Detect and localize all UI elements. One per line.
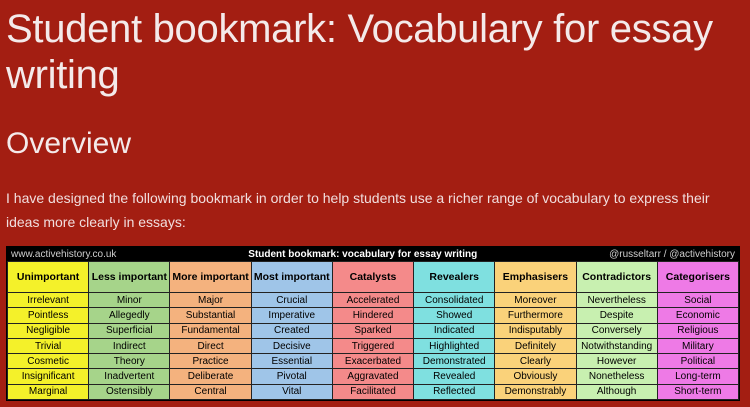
column-header: Revealers [414,262,495,293]
word-cell: Sparked [332,323,413,338]
word-cell: Indisputably [495,323,576,338]
table-header-row [8,262,739,293]
word-cell: Ostensibly [89,384,170,399]
table-row [8,323,739,338]
bookmark-title: Student bookmark: vocabulary for essay writing [248,248,478,260]
word-cell: Clearly [495,354,576,369]
word-cell: Exacerbated [332,354,413,369]
word-cell: Crucial [251,293,332,308]
table-row [8,369,739,384]
column-header: Emphasisers [495,262,576,293]
word-cell: Economic [657,308,738,323]
word-cell: Furthermore [495,308,576,323]
table-row [8,354,739,369]
word-cell: Deliberate [170,369,251,384]
word-cell: Created [251,323,332,338]
word-cell: Although [576,384,657,399]
intro-paragraph: I have designed the following bookmark in order to help students use a richer range of vocabulary to express their ideas more clearly in essays: [6,190,710,230]
word-cell: Fundamental [170,323,251,338]
word-cell: Vital [251,384,332,399]
word-cell: Aggravated [332,369,413,384]
bookmark-handles: @russeltarr / @activehistory [609,248,735,260]
word-cell: Religious [657,323,738,338]
word-cell: Despite [576,308,657,323]
word-cell: Essential [251,354,332,369]
word-cell: Cosmetic [8,354,89,369]
word-cell: However [576,354,657,369]
word-cell: Central [170,384,251,399]
word-cell: Triggered [332,338,413,353]
column-header: Most important [251,262,332,293]
word-cell: Indirect [89,338,170,353]
table-row [8,384,739,399]
bookmark-header-bar [7,247,739,261]
word-cell: Notwithstanding [576,338,657,353]
word-cell: Highlighted [414,338,495,353]
word-cell: Military [657,338,738,353]
vocabulary-bookmark [6,246,740,401]
word-cell: Definitely [495,338,576,353]
word-cell: Accelerated [332,293,413,308]
word-cell: Short-term [657,384,738,399]
word-cell: Demonstrably [495,384,576,399]
word-cell: Theory [89,354,170,369]
table-row [8,338,739,353]
word-cell: Inadvertent [89,369,170,384]
word-cell: Substantial [170,308,251,323]
word-cell: Nevertheless [576,293,657,308]
word-cell: Showed [414,308,495,323]
word-cell: Decisive [251,338,332,353]
word-cell: Minor [89,293,170,308]
word-cell: Social [657,293,738,308]
word-cell: Reflected [414,384,495,399]
page-title: Student bookmark: Vocabulary for essay writing [6,7,713,97]
word-cell: Facilitated [332,384,413,399]
word-cell: Irrelevant [8,293,89,308]
word-cell: Major [170,293,251,308]
column-header: Categorisers [657,262,738,293]
word-cell: Long-term [657,369,738,384]
word-cell: Insignificant [8,369,89,384]
word-cell: Obviously [495,369,576,384]
word-cell: Trivial [8,338,89,353]
word-cell: Superficial [89,323,170,338]
word-cell: Indicated [414,323,495,338]
word-cell: Moreover [495,293,576,308]
word-cell: Political [657,354,738,369]
word-cell: Allegedly [89,308,170,323]
word-cell: Negligible [8,323,89,338]
column-header: Catalysts [332,262,413,293]
bookmark-url: www.activehistory.co.uk [11,248,117,260]
word-cell: Revealed [414,369,495,384]
overview-heading: Overview [6,127,132,160]
word-cell: Imperative [251,308,332,323]
word-cell: Consolidated [414,293,495,308]
word-cell: Nonetheless [576,369,657,384]
column-header: Unimportant [8,262,89,293]
word-cell: Pivotal [251,369,332,384]
table-row [8,293,739,308]
word-cell: Pointless [8,308,89,323]
column-header: Contradictors [576,262,657,293]
word-cell: Marginal [8,384,89,399]
word-cell: Demonstrated [414,354,495,369]
word-cell: Conversely [576,323,657,338]
table-row [8,308,739,323]
column-header: Less important [89,262,170,293]
column-header: More important [170,262,251,293]
word-cell: Hindered [332,308,413,323]
word-cell: Practice [170,354,251,369]
word-cell: Direct [170,338,251,353]
vocabulary-table [7,261,739,400]
